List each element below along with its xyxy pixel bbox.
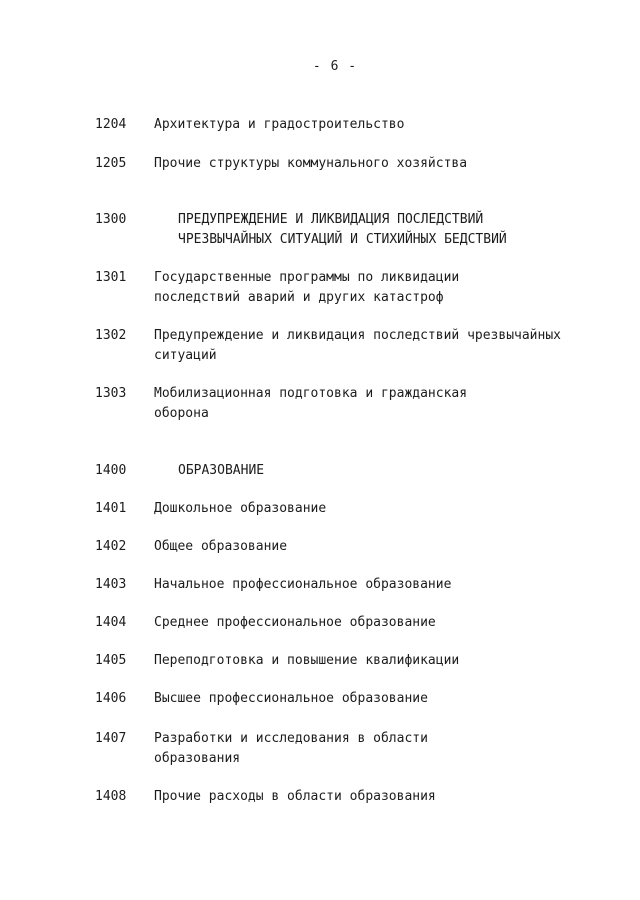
entry-code: 1407: [95, 731, 127, 746]
section-title: ПРЕДУПРЕЖДЕНИЕ И ЛИКВИДАЦИЯ ПОСЛЕДСТВИЙ ЧРЕЗВЫЧАЙНЫХ СИТУАЦИЙ И СТИХИЙНЫХ БЕДСТВИЙ: [178, 212, 507, 247]
entry-text: Высшее профессиональное образование: [154, 691, 428, 706]
entry-code: 1403: [95, 577, 127, 592]
entry-code: 1404: [95, 615, 127, 630]
entry-text: Прочие структуры коммунального хозяйства: [154, 156, 468, 171]
page-number: - 6 -: [312, 59, 358, 74]
entry-code: 1300: [95, 212, 127, 227]
entry-text: Архитектура и градостроительство: [154, 117, 405, 132]
entry-code: 1400: [95, 463, 127, 478]
entry-code: 1302: [95, 328, 127, 343]
entry-text: Прочие расходы в области образования: [154, 789, 436, 804]
entry-text: Разработки и исследования в области образования: [154, 731, 428, 766]
entry-code: 1406: [95, 691, 127, 706]
entry-text: Дошкольное образование: [154, 501, 327, 516]
entry-text: Мобилизационная подготовка и гражданская оборона: [154, 386, 468, 421]
entry-text: Переподготовка и повышение квалификации: [154, 653, 460, 668]
entry-text: Государственные программы по ликвидации последствий аварий и других катастроф: [154, 270, 460, 305]
entry-code: 1205: [95, 156, 127, 171]
entry-code: 1204: [95, 117, 127, 132]
entry-code: 1408: [95, 789, 127, 804]
entry-code: 1303: [95, 386, 127, 401]
entry-code: 1402: [95, 539, 127, 554]
entry-text: Среднее профессиональное образование: [154, 615, 436, 630]
section-title: ОБРАЗОВАНИЕ: [178, 463, 265, 478]
entry-code: 1401: [95, 501, 127, 516]
entry-text: Предупреждение и ликвидация последствий чрезвычайных ситуаций: [154, 328, 561, 363]
entry-text: Начальное профессиональное образование: [154, 577, 452, 592]
entry-code: 1301: [95, 270, 127, 285]
entry-code: 1405: [95, 653, 127, 668]
entry-text: Общее образование: [154, 539, 288, 554]
